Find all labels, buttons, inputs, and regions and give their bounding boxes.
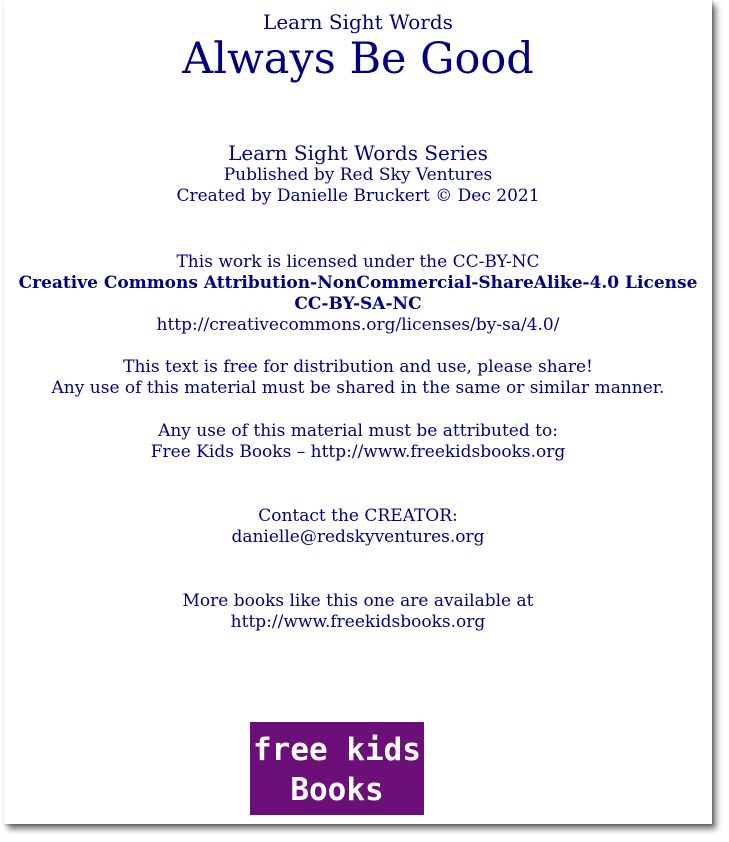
license-name: Creative Commons Attribution-NonCommercial-ShareAlike-4.0 License bbox=[18, 273, 698, 293]
series-name: Learn Sight Words Series bbox=[228, 141, 488, 165]
creator-line: Created by Danielle Bruckert © Dec 2021 bbox=[176, 186, 540, 206]
sharing-block bbox=[4, 357, 712, 399]
contact-label: Contact the CREATOR: bbox=[258, 506, 458, 526]
book-title: Always Be Good bbox=[182, 34, 534, 84]
sharing-line-2: Any use of this material must be shared in the same or similar manner. bbox=[51, 378, 665, 398]
publisher-line: Published by Red Sky Ventures bbox=[223, 165, 493, 185]
contact-email[interactable]: danielle@redskyventures.org bbox=[231, 527, 485, 547]
document-page bbox=[4, 0, 712, 824]
contact-block bbox=[4, 506, 712, 548]
publication-block bbox=[4, 141, 712, 207]
attribution-line-1: Any use of this material must be attributed to: bbox=[158, 421, 558, 441]
license-block bbox=[4, 252, 712, 336]
more-books-block bbox=[4, 591, 712, 633]
title-block bbox=[4, 10, 712, 84]
attribution-block bbox=[4, 421, 712, 463]
more-books-url[interactable]: http://www.freekidsbooks.org bbox=[230, 612, 486, 632]
attribution-line-2[interactable]: Free Kids Books – http://www.freekidsbooks.org bbox=[150, 442, 566, 462]
license-short: CC-BY-SA-NC bbox=[294, 294, 422, 314]
book-subtitle: Learn Sight Words bbox=[263, 10, 453, 34]
license-intro: This work is licensed under the CC-BY-NC bbox=[176, 252, 540, 272]
license-url[interactable]: http://creativecommons.org/licenses/by-sa/4.0/ bbox=[156, 315, 560, 335]
logo-text-line-1: free kids bbox=[253, 732, 421, 768]
sharing-line-1: This text is free for distribution and use, please share! bbox=[123, 357, 593, 377]
more-books-line-1: More books like this one are available at bbox=[182, 591, 534, 611]
logo-text-line-2: Books bbox=[290, 772, 384, 808]
free-kids-books-logo bbox=[250, 722, 424, 815]
